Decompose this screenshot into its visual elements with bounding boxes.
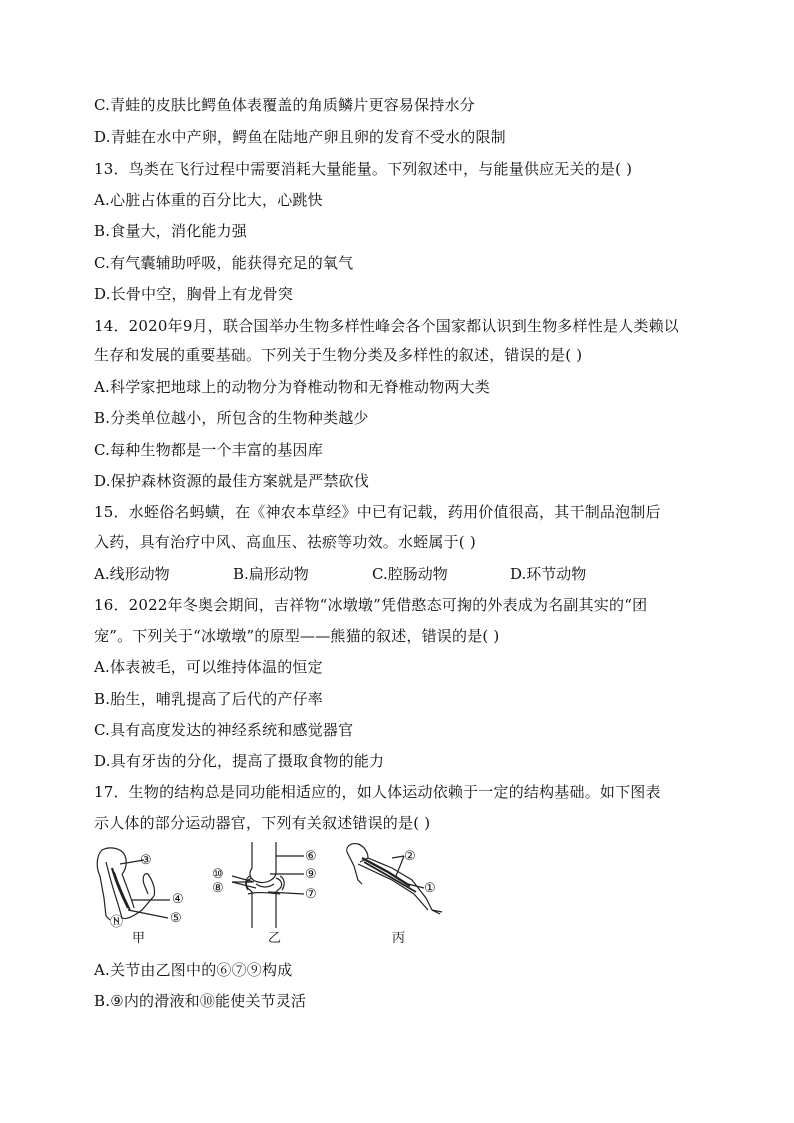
question-13-stem: 13．鸟类在飞行过程中需要消耗大量能量。下列叙述中，与能量供应无关的是( ) bbox=[94, 160, 633, 178]
arm-diagram-jia bbox=[97, 848, 170, 922]
q17-option-a: A.关节由乙图中的⑥⑦⑨构成 bbox=[94, 961, 293, 979]
question-16-stem: 16．2022年冬奥会期间，吉祥物“冰墩墩”凭借憨态可掬的外表成为名副其实的“团 bbox=[94, 596, 648, 614]
text-line: C.青蛙的皮肤比鳄鱼体表覆盖的角质鳞片更容易保持水分 bbox=[94, 96, 475, 114]
q13-option-c: C.有气囊辅助呼吸，能获得充足的氧气 bbox=[94, 254, 354, 272]
q14-option-c: C.每种生物都是一个丰富的基因库 bbox=[94, 441, 323, 459]
q15-option-c: C.腔肠动物 bbox=[372, 565, 448, 583]
arm-diagram-bing bbox=[347, 844, 442, 914]
q16-option-b: B.胎生，哺乳提高了后代的产仔率 bbox=[94, 690, 323, 708]
label-jia-3: ③ bbox=[140, 853, 152, 868]
q13-option-a: A.心脏占体重的百分比大，心跳快 bbox=[94, 191, 323, 209]
q14-option-a: A.科学家把地球上的动物分为脊椎动物和无脊椎动物两大类 bbox=[94, 378, 491, 396]
label-bing-1: ① bbox=[424, 881, 436, 896]
q14-option-b: B.分类单位越小，所包含的生物种类越少 bbox=[94, 409, 369, 427]
label-yi-9: ⑨ bbox=[305, 867, 317, 882]
question-14-stem: 14．2020年9月，联合国举办生物多样性峰会各个国家都认识到生物多样性是人类赖以 bbox=[94, 317, 680, 335]
q15-option-a: A.线形动物 bbox=[94, 565, 170, 583]
question-15-stem: 15．水蛭俗名蚂蟥，在《神农本草经》中已有记载，药用价值很高，其干制品泡制后 bbox=[94, 503, 661, 521]
question-15-stem-cont: 入药，具有治疗中风、高血压、祛瘀等功效。水蛭属于( ) bbox=[94, 533, 476, 551]
label-yi-10: ⑩ bbox=[212, 867, 224, 882]
q15-option-d: D.环节动物 bbox=[510, 565, 587, 583]
text-line: D.青蛙在水中产卵，鳄鱼在陆地产卵且卵的发育不受水的限制 bbox=[94, 128, 506, 146]
caption-bing: 丙 bbox=[392, 931, 406, 946]
label-yi-6: ⑥ bbox=[305, 849, 317, 864]
label-jia-5: ⑤ bbox=[170, 911, 182, 926]
label-jia-11: ⑪ bbox=[110, 915, 124, 930]
q16-option-c: C.具有高度发达的神经系统和感觉器官 bbox=[94, 721, 354, 739]
label-jia-4: ④ bbox=[172, 892, 184, 907]
q13-option-d: D.长骨中空，胸骨上有龙骨突 bbox=[94, 285, 294, 303]
question-14-stem-cont: 生存和发展的重要基础。下列关于生物分类及多样性的叙述，错误的是( ) bbox=[94, 346, 583, 364]
caption-yi: 乙 bbox=[268, 931, 282, 946]
joint-diagram-yi bbox=[232, 842, 304, 928]
caption-jia: 甲 bbox=[132, 931, 146, 946]
label-yi-8: ⑧ bbox=[212, 881, 224, 896]
q16-option-d: D.具有牙齿的分化，提高了摄取食物的能力 bbox=[94, 752, 385, 770]
q13-option-b: B.食量大，消化能力强 bbox=[94, 222, 247, 240]
q14-option-d: D.保护森林资源的最佳方案就是严禁砍伐 bbox=[94, 472, 370, 490]
q15-option-b: B.扁形动物 bbox=[233, 565, 309, 583]
motion-organ-figure bbox=[92, 838, 452, 950]
question-17-stem: 17．生物的结构总是同功能相适应的，如人体运动依赖于一定的结构基础。如下图表 bbox=[94, 783, 661, 801]
q17-option-b: B.⑨内的滑液和⑩能使关节灵活 bbox=[94, 992, 307, 1010]
q16-option-a: A.体表被毛，可以维持体温的恒定 bbox=[94, 658, 323, 676]
question-17-stem-cont: 示人体的部分运动器官，下列有关叙述错误的是( ) bbox=[94, 814, 431, 832]
label-bing-2: ② bbox=[404, 849, 416, 864]
question-16-stem-cont: 宠”。下列关于“冰墩墩”的原型——熊猫的叙述，错误的是( ) bbox=[94, 627, 500, 645]
label-yi-7: ⑦ bbox=[305, 887, 317, 902]
